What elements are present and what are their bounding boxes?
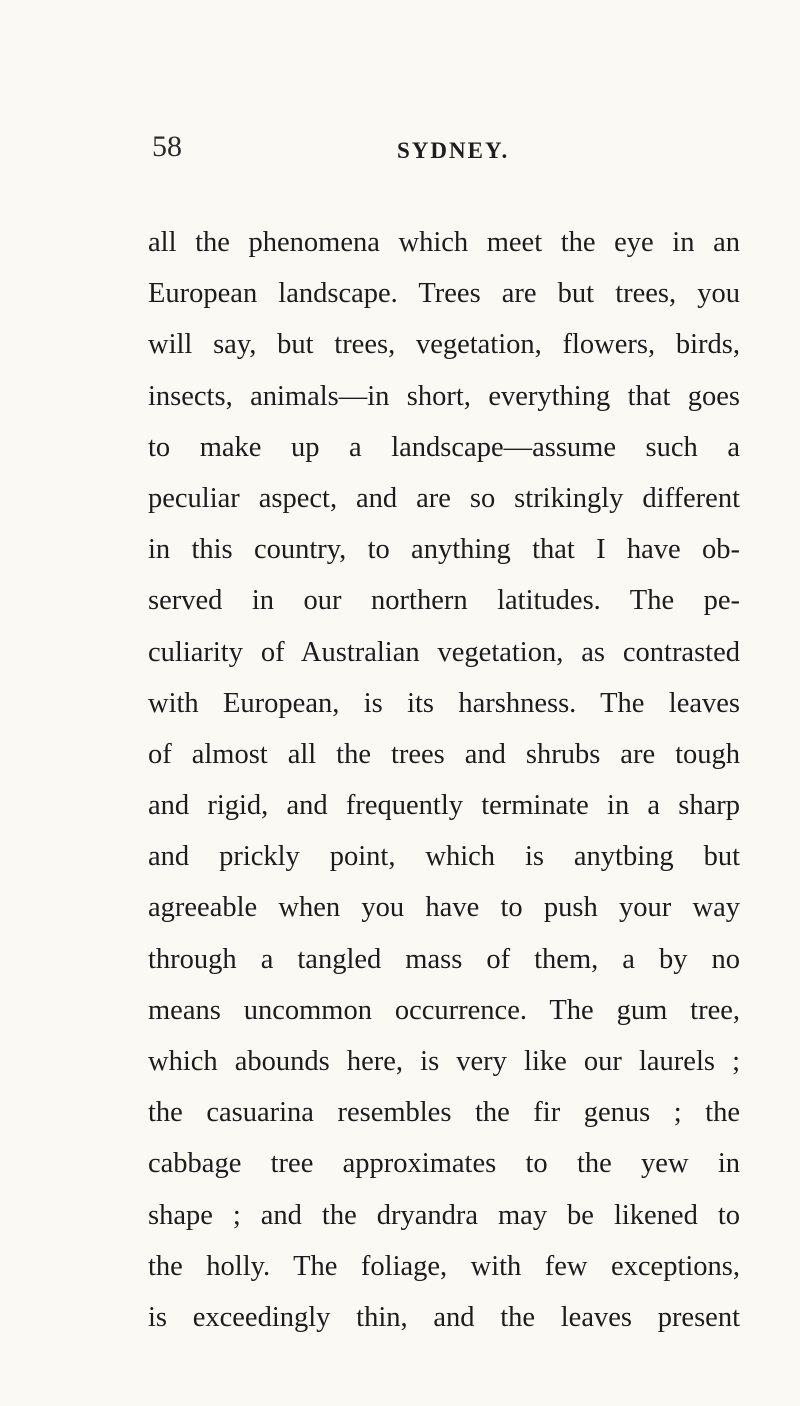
- text-line: agreeable when you have to push your way: [148, 892, 740, 924]
- text-line: the casuarina resembles the fir genus ; the: [148, 1097, 740, 1129]
- running-head: SYDNEY.: [397, 138, 510, 163]
- text-line: and prickly point, which is anytbing but: [148, 841, 740, 873]
- text-line: the holly. The foliage, with few exceptions,: [148, 1250, 740, 1282]
- text-line: insects, animals—in short, everything that goes: [148, 380, 740, 412]
- text-line: will say, but trees, vegetation, flowers, birds,: [148, 329, 740, 361]
- page-number: 58: [152, 130, 182, 163]
- text-line: of almost all the trees and shrubs are tough: [148, 738, 740, 770]
- text-line: with European, is its harshness. The leaves: [148, 687, 740, 719]
- page-header: [0, 130, 800, 170]
- text-line: to make up a landscape—assume such a: [148, 431, 740, 463]
- text-line: through a tangled mass of them, a by no: [148, 943, 740, 975]
- text-line: served in our northern latitudes. The pe-: [148, 585, 740, 617]
- text-line: peculiar aspect, and are so strikingly different: [148, 482, 740, 514]
- body-text: [148, 217, 740, 1343]
- text-line: culiarity of Australian vegetation, as contrasted: [148, 636, 740, 668]
- text-line: means uncommon occurrence. The gum tree,: [148, 994, 740, 1026]
- text-line: which abounds here, is very like our laurels ;: [148, 1046, 740, 1077]
- text-line: cabbage tree approximates to the yew in: [148, 1148, 740, 1180]
- text-line: all the phenomena which meet the eye in an: [148, 227, 740, 258]
- text-line: is exceedingly thin, and the leaves present: [148, 1301, 740, 1333]
- text-line: European landscape. Trees are but trees, you: [148, 278, 740, 310]
- text-line: and rigid, and frequently terminate in a sharp: [148, 790, 740, 822]
- text-line: in this country, to anything that I have ob-: [148, 534, 740, 566]
- text-line: shape ; and the dryandra may be likened to: [148, 1199, 740, 1231]
